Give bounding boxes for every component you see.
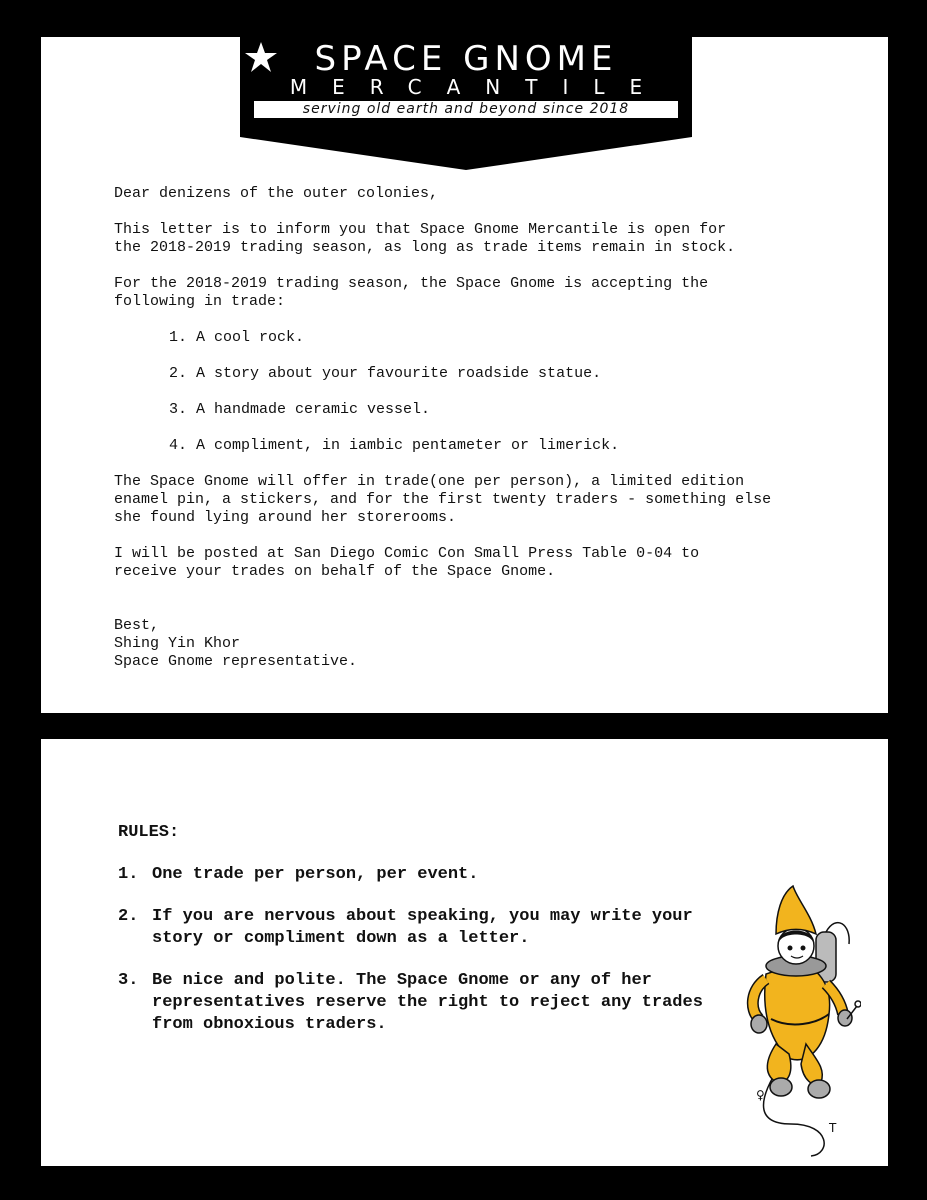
trade-item: 2. A story about your favourite roadside statue. — [169, 365, 602, 382]
rules-panel — [41, 739, 888, 1166]
trade-item: 4. A compliment, in iambic pentameter or limerick. — [169, 437, 620, 454]
rule-item — [118, 970, 718, 1036]
letter-body — [114, 185, 814, 671]
banner-title: SPACE GNOME — [314, 39, 618, 79]
rule-item — [118, 864, 718, 886]
trade-item: 1. A cool rock. — [169, 329, 305, 346]
rule-text: Be nice and polite. The Space Gnome or any of her representatives reserve the right to reject any trades from obnoxious traders. — [152, 971, 703, 1034]
letter-signature-role: Space Gnome representative. — [114, 653, 358, 670]
letter-paragraph: I will be posted at San Diego Comic Con Small Press Table 0-04 to receive your trades on behalf of the Space Gnome. — [114, 545, 700, 580]
rule-item — [118, 906, 718, 950]
rule-text: One trade per person, per event. — [152, 865, 479, 884]
star-icon — [240, 37, 282, 79]
rules-list — [118, 822, 718, 1036]
letter-panel — [41, 37, 888, 713]
rules-heading: RULES: — [118, 823, 180, 842]
banner-tagline: serving old earth and beyond since 2018 — [254, 101, 678, 118]
banner-subtitle: MERCANTILE — [289, 75, 668, 99]
rule-number: 2. — [118, 907, 139, 926]
svg-text:♀: ♀ — [756, 1088, 765, 1102]
rule-text: If you are nervous about speaking, you may write your story or compliment down as a letter. — [152, 907, 693, 948]
svg-text:T: T — [829, 1121, 837, 1135]
letter-paragraph: This letter is to inform you that Space Gnome Mercantile is open for the 2018-2019 trading season, as long as trade items remain in stock. — [114, 221, 736, 256]
letter-greeting: Dear denizens of the outer colonies, — [114, 185, 439, 202]
rule-number: 3. — [118, 971, 139, 990]
letter-paragraph: For the 2018-2019 trading season, the Space Gnome is accepting the following in trade: — [114, 275, 709, 310]
rule-number: 1. — [118, 865, 139, 884]
header-banner — [240, 37, 692, 170]
space-gnome-astronaut-icon — [721, 884, 861, 1159]
trade-item: 3. A handmade ceramic vessel. — [169, 401, 431, 418]
letter-signature-name: Shing Yin Khor — [114, 635, 241, 652]
letter-signoff: Best, — [114, 617, 160, 634]
letter-paragraph: The Space Gnome will offer in trade(one per person), a limited edition enamel pin, a stickers, and for the first twenty traders - something else she found lying around her storerooms. — [114, 473, 772, 526]
